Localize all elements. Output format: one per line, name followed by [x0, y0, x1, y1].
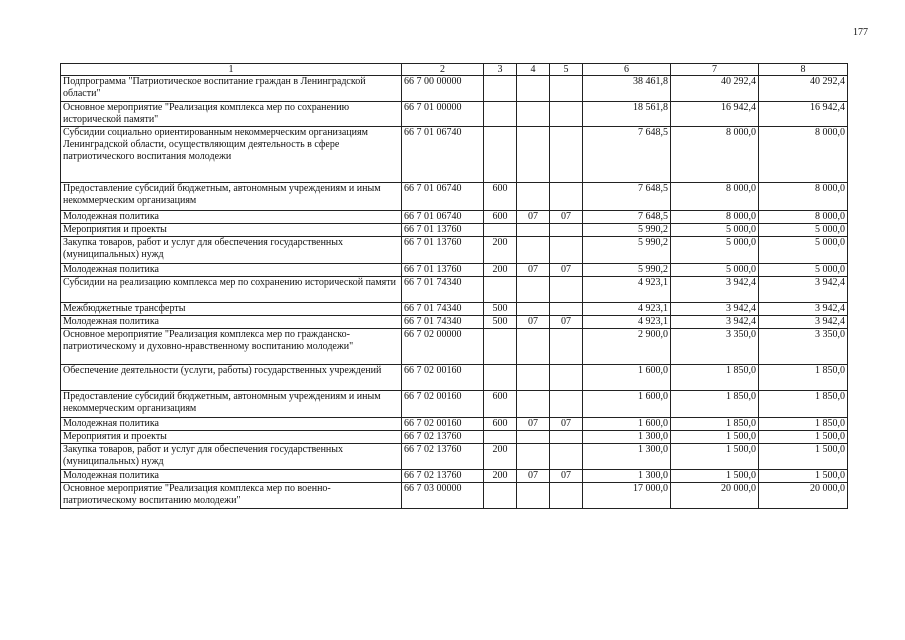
- table-row: [61, 76, 848, 102]
- row-subsection-cell: [550, 365, 583, 391]
- row-expense-type-cell: 600: [484, 391, 517, 418]
- row-section-cell: [517, 76, 550, 102]
- row-value-cell: 5 990,2: [583, 224, 671, 237]
- row-name-cell: Обеспечение деятельности (услуги, работы) государственных учреждений: [61, 365, 402, 391]
- row-value-cell: 1 300,0: [583, 431, 671, 444]
- row-section-cell: [517, 102, 550, 127]
- row-section-cell: [517, 277, 550, 303]
- row-subsection-cell: [550, 277, 583, 303]
- row-expense-type-cell: 500: [484, 303, 517, 316]
- row-value-cell: 1 850,0: [671, 418, 759, 431]
- row-expense-type-cell: 600: [484, 183, 517, 211]
- row-section-cell: [517, 365, 550, 391]
- column-header: 4: [517, 64, 550, 76]
- row-subsection-cell: [550, 303, 583, 316]
- row-value-cell: 8 000,0: [759, 183, 848, 211]
- row-code-cell: 66 7 01 13760: [402, 224, 484, 237]
- row-value-cell: 8 000,0: [759, 127, 848, 183]
- row-section-cell: [517, 303, 550, 316]
- row-value-cell: 3 942,4: [759, 303, 848, 316]
- table-row: [61, 211, 848, 224]
- row-value-cell: 7 648,5: [583, 211, 671, 224]
- row-expense-type-cell: 200: [484, 444, 517, 470]
- row-name-cell: Молодежная политика: [61, 264, 402, 277]
- row-code-cell: 66 7 02 00160: [402, 391, 484, 418]
- row-code-cell: 66 7 02 00000: [402, 329, 484, 365]
- row-subsection-cell: 07: [550, 418, 583, 431]
- table-row: [61, 470, 848, 483]
- row-value-cell: 1 850,0: [759, 391, 848, 418]
- row-name-cell: Закупка товаров, работ и услуг для обеспечения государственных (муниципальных) нужд: [61, 444, 402, 470]
- row-expense-type-cell: [484, 127, 517, 183]
- row-subsection-cell: [550, 237, 583, 264]
- row-value-cell: 5 000,0: [671, 237, 759, 264]
- row-section-cell: [517, 127, 550, 183]
- row-value-cell: 1 500,0: [759, 431, 848, 444]
- table-row: [61, 303, 848, 316]
- row-expense-type-cell: [484, 76, 517, 102]
- row-code-cell: 66 7 01 06740: [402, 211, 484, 224]
- row-expense-type-cell: [484, 431, 517, 444]
- row-code-cell: 66 7 01 74340: [402, 277, 484, 303]
- row-code-cell: 66 7 02 13760: [402, 444, 484, 470]
- row-value-cell: 1 500,0: [671, 444, 759, 470]
- row-code-cell: 66 7 01 74340: [402, 316, 484, 329]
- row-section-cell: 07: [517, 264, 550, 277]
- table-row: [61, 329, 848, 365]
- row-name-cell: Молодежная политика: [61, 316, 402, 329]
- row-subsection-cell: [550, 102, 583, 127]
- row-expense-type-cell: [484, 277, 517, 303]
- table-row: [61, 365, 848, 391]
- row-section-cell: [517, 329, 550, 365]
- row-expense-type-cell: 600: [484, 418, 517, 431]
- row-value-cell: 5 000,0: [671, 264, 759, 277]
- row-value-cell: 1 600,0: [583, 418, 671, 431]
- row-value-cell: 8 000,0: [671, 127, 759, 183]
- row-value-cell: 8 000,0: [671, 183, 759, 211]
- row-name-cell: Основное мероприятие "Реализация комплекса мер по сохранению исторической памяти": [61, 102, 402, 127]
- row-subsection-cell: [550, 391, 583, 418]
- row-expense-type-cell: 200: [484, 470, 517, 483]
- table-row: [61, 224, 848, 237]
- row-code-cell: 66 7 01 74340: [402, 303, 484, 316]
- row-value-cell: 5 000,0: [759, 224, 848, 237]
- table-header-row: [61, 64, 848, 76]
- row-expense-type-cell: 500: [484, 316, 517, 329]
- row-name-cell: Мероприятия и проекты: [61, 224, 402, 237]
- row-value-cell: 38 461,8: [583, 76, 671, 102]
- row-subsection-cell: [550, 183, 583, 211]
- row-value-cell: 3 350,0: [759, 329, 848, 365]
- row-value-cell: 7 648,5: [583, 127, 671, 183]
- row-section-cell: [517, 431, 550, 444]
- column-header: 7: [671, 64, 759, 76]
- row-code-cell: 66 7 01 13760: [402, 237, 484, 264]
- row-value-cell: 16 942,4: [759, 102, 848, 127]
- row-name-cell: Основное мероприятие "Реализация комплекса мер по гражданско-патриотическому и духовно-нравственному воспитанию молодежи": [61, 329, 402, 365]
- row-value-cell: 5 990,2: [583, 264, 671, 277]
- row-value-cell: 8 000,0: [759, 211, 848, 224]
- row-expense-type-cell: 200: [484, 264, 517, 277]
- column-header: 5: [550, 64, 583, 76]
- row-expense-type-cell: [484, 365, 517, 391]
- row-name-cell: Мероприятия и проекты: [61, 431, 402, 444]
- row-section-cell: 07: [517, 316, 550, 329]
- row-value-cell: 3 942,4: [759, 316, 848, 329]
- row-value-cell: 1 300,0: [583, 470, 671, 483]
- row-section-cell: [517, 224, 550, 237]
- row-value-cell: 3 942,4: [671, 316, 759, 329]
- row-value-cell: 3 350,0: [671, 329, 759, 365]
- row-value-cell: 16 942,4: [671, 102, 759, 127]
- row-code-cell: 66 7 02 00160: [402, 418, 484, 431]
- row-subsection-cell: 07: [550, 264, 583, 277]
- table-row: [61, 316, 848, 329]
- row-code-cell: 66 7 03 00000: [402, 483, 484, 509]
- row-expense-type-cell: 200: [484, 237, 517, 264]
- row-value-cell: 3 942,4: [759, 277, 848, 303]
- row-subsection-cell: [550, 483, 583, 509]
- row-name-cell: Предоставление субсидий бюджетным, автономным учреждениям и иным некоммерческим организациям: [61, 391, 402, 418]
- row-expense-type-cell: 600: [484, 211, 517, 224]
- row-code-cell: 66 7 02 13760: [402, 470, 484, 483]
- row-name-cell: Предоставление субсидий бюджетным, автономным учреждениям и иным некоммерческим организациям: [61, 183, 402, 211]
- table-row: [61, 444, 848, 470]
- row-expense-type-cell: [484, 102, 517, 127]
- row-value-cell: 20 000,0: [759, 483, 848, 509]
- table-row: [61, 391, 848, 418]
- page-number: 177: [853, 27, 868, 38]
- row-section-cell: [517, 444, 550, 470]
- table-row: [61, 127, 848, 183]
- row-section-cell: 07: [517, 470, 550, 483]
- row-value-cell: 1 600,0: [583, 365, 671, 391]
- column-header: 2: [402, 64, 484, 76]
- table-row: [61, 483, 848, 509]
- row-value-cell: 18 561,8: [583, 102, 671, 127]
- row-code-cell: 66 7 01 06740: [402, 127, 484, 183]
- row-section-cell: 07: [517, 211, 550, 224]
- row-value-cell: 5 990,2: [583, 237, 671, 264]
- row-value-cell: 3 942,4: [671, 277, 759, 303]
- row-value-cell: 1 850,0: [759, 418, 848, 431]
- row-code-cell: 66 7 01 00000: [402, 102, 484, 127]
- row-name-cell: Межбюджетные трансферты: [61, 303, 402, 316]
- row-expense-type-cell: [484, 483, 517, 509]
- row-subsection-cell: [550, 329, 583, 365]
- row-value-cell: 40 292,4: [759, 76, 848, 102]
- row-value-cell: 17 000,0: [583, 483, 671, 509]
- row-value-cell: 7 648,5: [583, 183, 671, 211]
- row-name-cell: Закупка товаров, работ и услуг для обеспечения государственных (муниципальных) нужд: [61, 237, 402, 264]
- table-row: [61, 277, 848, 303]
- row-section-cell: [517, 183, 550, 211]
- row-code-cell: 66 7 02 13760: [402, 431, 484, 444]
- row-value-cell: 8 000,0: [671, 211, 759, 224]
- row-section-cell: 07: [517, 418, 550, 431]
- row-expense-type-cell: [484, 224, 517, 237]
- row-value-cell: 4 923,1: [583, 277, 671, 303]
- row-expense-type-cell: [484, 329, 517, 365]
- column-header: 1: [61, 64, 402, 76]
- row-code-cell: 66 7 01 13760: [402, 264, 484, 277]
- row-subsection-cell: [550, 444, 583, 470]
- row-value-cell: 5 000,0: [759, 264, 848, 277]
- row-name-cell: Молодежная политика: [61, 470, 402, 483]
- row-section-cell: [517, 483, 550, 509]
- column-header: 3: [484, 64, 517, 76]
- row-name-cell: Подпрограмма "Патриотическое воспитание граждан в Ленинградской области": [61, 76, 402, 102]
- row-value-cell: 1 600,0: [583, 391, 671, 418]
- row-value-cell: 1 500,0: [759, 470, 848, 483]
- row-value-cell: 1 500,0: [759, 444, 848, 470]
- row-value-cell: 3 942,4: [671, 303, 759, 316]
- row-section-cell: [517, 237, 550, 264]
- row-name-cell: Основное мероприятие "Реализация комплекса мер по военно-патриотическому воспитанию молодежи": [61, 483, 402, 509]
- row-name-cell: Субсидии социально ориентированным некоммерческим организациям Ленинградской области, осуществляющим деятельность в сфере патриотического воспитания молодежи: [61, 127, 402, 183]
- row-subsection-cell: [550, 224, 583, 237]
- row-code-cell: 66 7 02 00160: [402, 365, 484, 391]
- row-value-cell: 1 850,0: [759, 365, 848, 391]
- row-value-cell: 4 923,1: [583, 316, 671, 329]
- table-row: [61, 431, 848, 444]
- row-subsection-cell: [550, 431, 583, 444]
- row-value-cell: 1 500,0: [671, 470, 759, 483]
- row-code-cell: 66 7 00 00000: [402, 76, 484, 102]
- row-subsection-cell: 07: [550, 211, 583, 224]
- row-value-cell: 4 923,1: [583, 303, 671, 316]
- row-value-cell: 5 000,0: [759, 237, 848, 264]
- row-subsection-cell: 07: [550, 316, 583, 329]
- row-value-cell: 40 292,4: [671, 76, 759, 102]
- row-section-cell: [517, 391, 550, 418]
- row-value-cell: 5 000,0: [671, 224, 759, 237]
- row-subsection-cell: 07: [550, 470, 583, 483]
- row-value-cell: 1 500,0: [671, 431, 759, 444]
- row-name-cell: Субсидии на реализацию комплекса мер по сохранению исторической памяти: [61, 277, 402, 303]
- budget-table: [60, 63, 848, 509]
- row-value-cell: 1 850,0: [671, 391, 759, 418]
- column-header: 6: [583, 64, 671, 76]
- column-header: 8: [759, 64, 848, 76]
- table-row: [61, 418, 848, 431]
- table-row: [61, 264, 848, 277]
- row-name-cell: Молодежная политика: [61, 418, 402, 431]
- row-value-cell: 2 900,0: [583, 329, 671, 365]
- row-code-cell: 66 7 01 06740: [402, 183, 484, 211]
- row-subsection-cell: [550, 76, 583, 102]
- table-row: [61, 183, 848, 211]
- table-row: [61, 237, 848, 264]
- table-row: [61, 102, 848, 127]
- row-value-cell: 20 000,0: [671, 483, 759, 509]
- row-name-cell: Молодежная политика: [61, 211, 402, 224]
- row-value-cell: 1 300,0: [583, 444, 671, 470]
- row-value-cell: 1 850,0: [671, 365, 759, 391]
- row-subsection-cell: [550, 127, 583, 183]
